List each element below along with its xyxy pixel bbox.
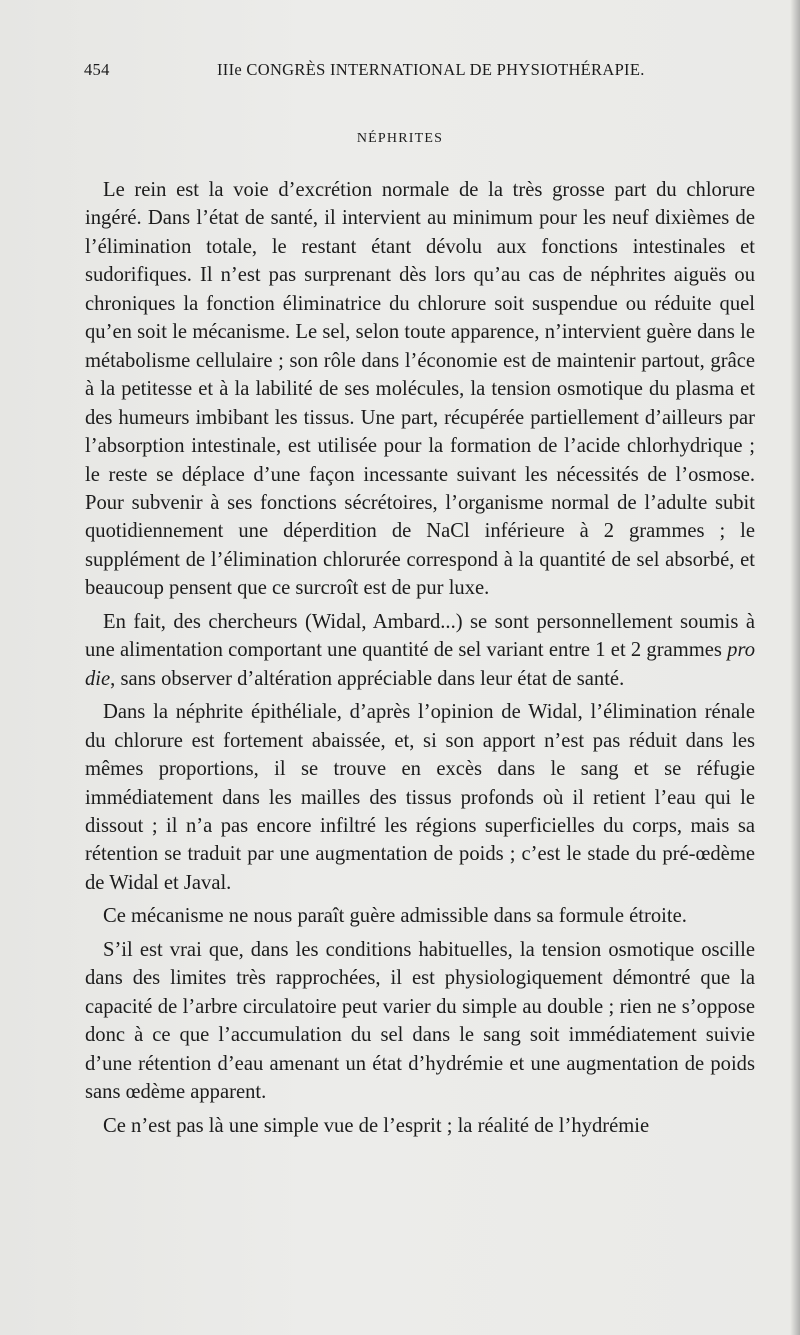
italic-phrase: pro die [85, 639, 755, 690]
paragraph-text: En fait, des chercheurs (Widal, Ambard...) se sont personnellement soumis à une alimentation comportant une quantité de sel variant entre 1 et 2 grammes [85, 610, 755, 662]
page-edge-shadow [790, 0, 800, 1335]
paragraph: Le rein est la voie d’excrétion normale de la très grosse part du chlorure ingéré. Dans l’état de santé, il intervient au minimum pour les neuf dixièmes de l’élimination totale, le restant étant dévolu aux fonctions intestinales et sudorifiques. Il n’est pas surprenant dès lors qu’au cas de néphrites aiguës ou chroniques la fonction éliminatrice du chlorure soit suspendue ou réduite quel qu’en soit le mécanisme. Le sel, selon toute apparence, n’intervient guère dans le métabolisme cellulaire ; son rôle dans l’économie est de maintenir partout, grâce à la petitesse et à la labilité de ses molécules, la tension osmotique du plasma et des humeurs imbibant les tissus. Une part, récupérée partiellement d’ailleurs par l’absorption intestinale, est utilisée pour la formation de l’acide chlorhydrique ; le reste se déplace d’une façon incessante suivant les nécessités de l’osmose. Pour subvenir à ses fonctions sécrétoires, l’organisme normal de l’adulte subit quotidiennement une déperdition de NaCl inférieure à 2 grammes ; le supplément de l’élimination chlorurée correspond à la quantité de sel absorbé, et beaucoup pensent que ce surcroît est de pur luxe. [85, 179, 755, 600]
running-header [84, 60, 754, 84]
section-title: NÉPHRITES [356, 131, 444, 146]
body-text [85, 176, 755, 1140]
page-number: 454 [84, 60, 110, 79]
paragraph: Ce mécanisme ne nous paraît guère admissible dans sa formule étroite. [103, 905, 687, 928]
running-title: IIIe CONGRÈS INTERNATIONAL DE PHYSIOTHÉRAPIE. [217, 60, 645, 79]
paragraph-text: , sans observer d’altération appréciable dans leur état de santé. [110, 667, 625, 690]
paragraph: S’il est vrai que, dans les conditions habituelles, la tension osmotique oscille dans des limites très rapprochées, il est physiologiquement démontré que la capacité de l’arbre circulatoire peut varier du simple au double ; rien ne s’oppose donc à ce que l’accumulation du sel dans le sang soit immédiatement suivie d’une rétention d’eau amenant un état d’hydrémie et une augmentation de poids sans œdème apparent. [85, 938, 755, 1104]
paragraph: Ce n’est pas là une simple vue de l’esprit ; la réalité de l’hydrémie [103, 1114, 650, 1137]
paragraph: Dans la néphrite épithéliale, d’après l’opinion de Widal, l’élimination rénale du chlorure est fortement abaissée, et, si son apport n’est pas réduit dans les mêmes proportions, il se trouve en excès dans le sang et se réfugie immédiatement dans les mailles des tissus profonds où il retient l’eau qui le dissout ; il n’a pas encore infiltré les régions superficielles du corps, mais sa rétention se traduit par une augmentation de poids ; c’est le stade du pré-œdème de Widal et Javal. [85, 701, 755, 894]
paragraph [85, 608, 755, 693]
